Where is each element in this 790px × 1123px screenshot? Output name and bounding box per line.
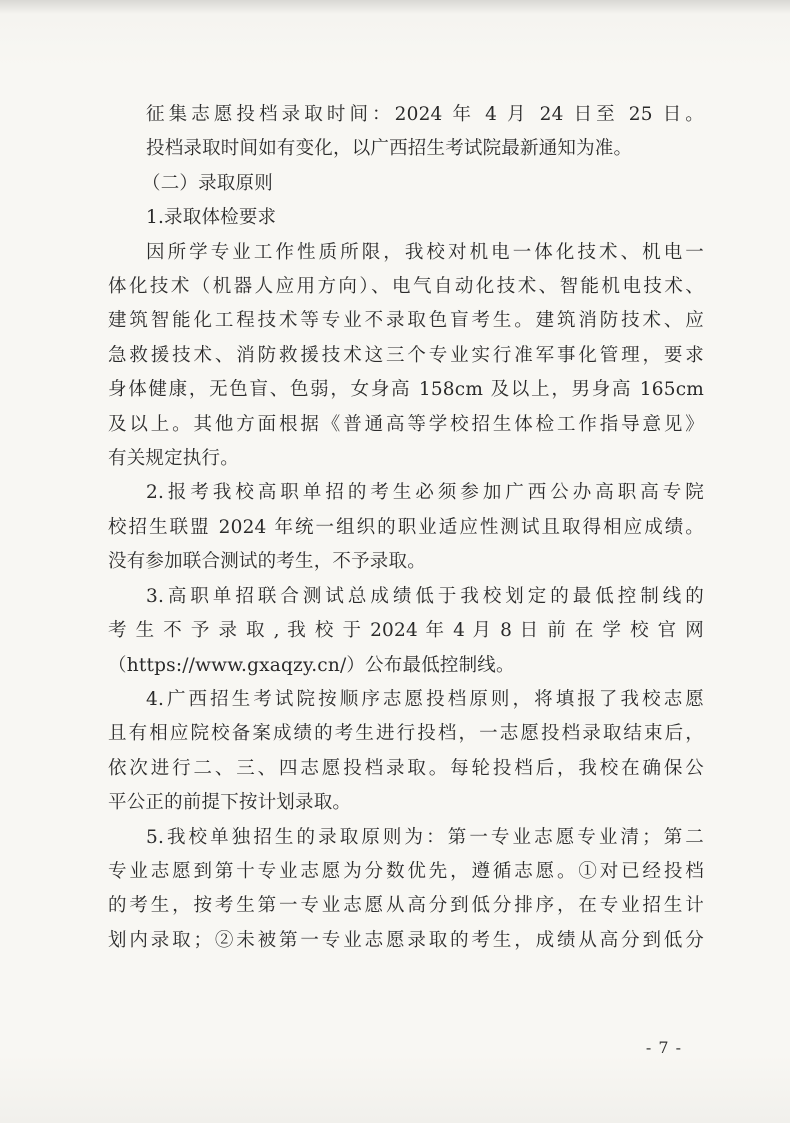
paragraph-line: 考 生 不 予 录 取 , 我 校 于 2024 年 4 月 8 日 前 在 学 校 官 网 xyxy=(108,620,704,642)
text-line-notice: 投档录取时间如有变化，以广西招生考试院最新通知为准。 xyxy=(146,138,633,160)
paragraph-line: 没有参加联合测试的考生，不予录取。 xyxy=(108,551,426,573)
section-heading: （二）录取原则 xyxy=(142,172,273,194)
paragraph-line: 依次进行二、三、四志愿投档录取。每轮投档后，我校在确保公 xyxy=(108,757,704,779)
subheading-health-check: 1.录取体检要求 xyxy=(146,207,277,229)
paragraph-line: 划内录取；②未被第一专业志愿录取的考生，成绩从高分到低分 xyxy=(108,929,704,951)
scan-top-edge xyxy=(0,0,790,14)
paragraph-line: 5.我校单独招生的录取原则为：第一专业志愿专业清；第二 xyxy=(146,826,704,848)
document-body xyxy=(108,98,704,958)
paragraph-line: 平公正的前提下按计划录取。 xyxy=(108,792,352,814)
page-number: - 7 - xyxy=(645,1038,682,1057)
paragraph-line: 体化技术（机器人应用方向）、电气自动化技术、智能机电技术、 xyxy=(108,276,704,298)
paragraph-line: （https://www.gxaqzy.cn/）公布最低控制线。 xyxy=(108,654,515,676)
paragraph-line: 因所学专业工作性质所限，我校对机电一体化技术、机电一 xyxy=(146,241,704,263)
paragraph-line: 急救援技术、消防救援技术这三个专业实行准军事化管理，要求 xyxy=(108,344,704,366)
text-line-time: 征集志愿投档录取时间：2024 年 4 月 24 日至 25 日。 xyxy=(146,104,704,125)
paragraph-line: 3.高职单招联合测试总成绩低于我校划定的最低控制线的 xyxy=(146,585,704,607)
paragraph-line: 建筑智能化工程技术等专业不录取色盲考生。建筑消防技术、应 xyxy=(108,310,704,332)
paragraph-line: 的考生，按考生第一专业志愿从高分到低分排序，在专业招生计 xyxy=(108,895,704,917)
paragraph-line: 身体健康，无色盲、色弱，女身高 158cm 及以上，男身高 165cm xyxy=(108,379,704,401)
paragraph-line: 校招生联盟 2024 年统一组织的职业适应性测试且取得相应成绩。 xyxy=(108,516,704,538)
paragraph-line: 有关规定执行。 xyxy=(108,448,239,470)
paragraph-line: 专业志愿到第十专业志愿为分数优先，遵循志愿。①对已经投档 xyxy=(108,860,704,882)
paragraph-line: 4.广西招生考试院按顺序志愿投档原则，将填报了我校志愿 xyxy=(146,688,704,710)
paragraph-line: 且有相应院校备案成绩的考生进行投档，一志愿投档录取结束后， xyxy=(108,723,704,745)
paragraph-line: 2.报考我校高职单招的考生必须参加广西公办高职高专院 xyxy=(146,482,704,504)
paragraph-line: 及以上。其他方面根据《普通高等学校招生体检工作指导意见》 xyxy=(108,413,704,435)
